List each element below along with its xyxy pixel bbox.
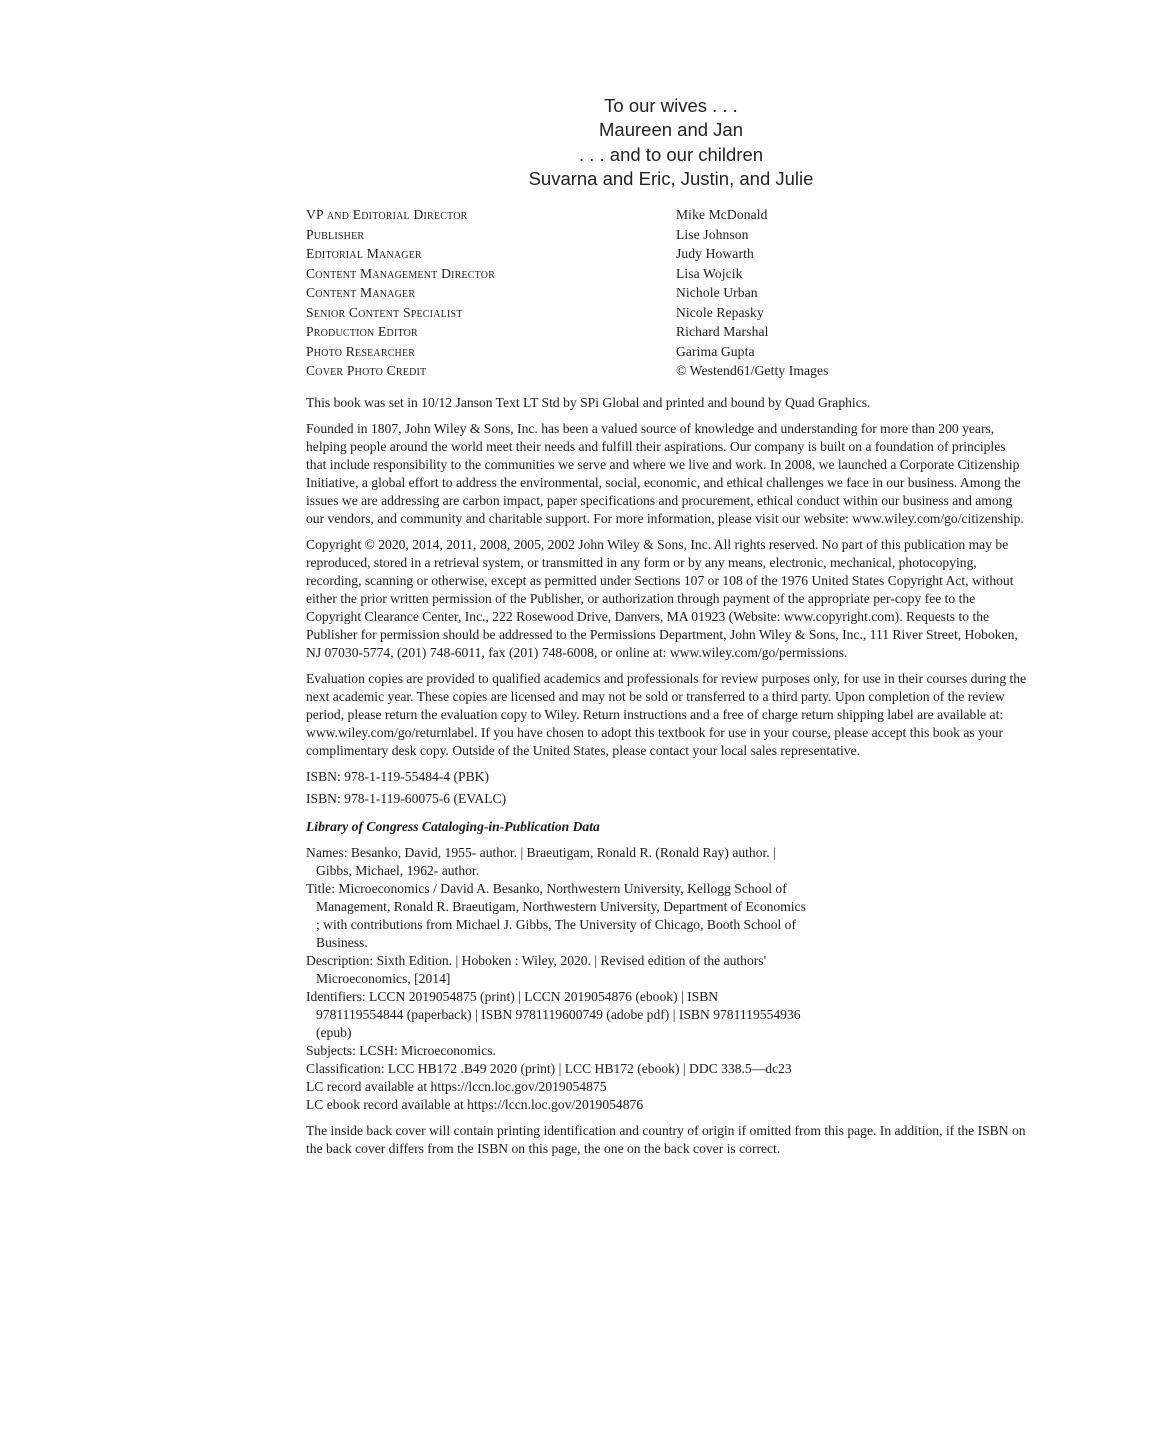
credit-row <box>306 343 866 363</box>
cip-names: Names: Besanko, David, 1955- author. | Braeutigam, Ronald R. (Ronald Ray) author. | Gibbs, Michael, 1962- author. <box>306 844 776 878</box>
cip-identifiers: Identifiers: LCCN 2019054875 (print) | LCCN 2019054876 (ebook) | ISBN 9781119554844 (paperback) | ISBN 9781119600749 (adobe pdf) | ISBN 9781119554936 (epub) <box>306 988 801 1040</box>
cip-description: Description: Sixth Edition. | Hoboken : Wiley, 2020. | Revised edition of the authors' Microeconomics, [2014] <box>306 952 767 986</box>
credit-role: Cover Photo Credit <box>306 363 427 378</box>
credit-name: Richard Marshal <box>676 324 769 339</box>
credit-name: Nichole Urban <box>676 285 758 300</box>
credits-table <box>306 206 866 382</box>
dedication-line: To our wives . . . <box>604 95 738 116</box>
cip-classification: Classification: LCC HB172 .B49 2020 (print) | LCC HB172 (ebook) | DDC 338.5—dc23 <box>306 1060 792 1076</box>
lc-record: LC record available at https://lccn.loc.gov/2019054875 <box>306 1078 607 1094</box>
evaluation-paragraph: Evaluation copies are provided to qualified academics and professionals for review purposes only, for use in their courses during the next academic year. These copies are licensed and may not be sold or transferred to a third party. Upon completion of the review period, please return the evaluation copy to Wiley. Return instructions and a free of charge return shipping label are available at: www.wiley.com/go/returnlabel. If you have chosen to adopt this textbook for use in your course, please accept this book as your complimentary desk copy. Outside of the United States, please contact your local sales representative. <box>306 670 1027 758</box>
credit-name: Judy Howarth <box>676 246 754 261</box>
credit-row <box>306 245 866 265</box>
cip-subjects: Subjects: LCSH: Microeconomics. <box>306 1042 496 1058</box>
dedication-line: Maureen and Jan <box>599 119 743 141</box>
typeset-note: This book was set in 10/12 Janson Text LT Std by SPi Global and printed and bound by Quad Graphics. <box>306 394 871 410</box>
credit-role: Photo Researcher <box>306 343 416 359</box>
credit-row <box>306 226 866 246</box>
credit-row <box>306 323 866 343</box>
copyright-page-content <box>306 206 1028 1166</box>
credit-row <box>306 362 866 382</box>
credit-name: Lise Johnson <box>676 226 749 242</box>
dedication <box>460 94 882 191</box>
credit-name: Nicole Repasky <box>676 304 764 320</box>
credit-name: Mike McDonald <box>676 207 768 222</box>
credit-name: Lisa Wojcik <box>676 265 743 281</box>
cip-data <box>306 844 806 1114</box>
credit-row <box>306 304 866 324</box>
credit-role: Senior Content Specialist <box>306 304 463 320</box>
credit-row <box>306 206 866 226</box>
copyright-paragraph: Copyright © 2020, 2014, 2011, 2008, 2005, 2002 John Wiley & Sons, Inc. All rights reserved. No part of this publication may be reproduced, stored in a retrieval system, or transmitted in any form or by any means, electronic, mechanical, photocopying, recording, scanning or otherwise, except as permitted under Sections 107 or 108 of the 1976 United States Copyright Act, without either the prior written permission of the Publisher, or authorization through payment of the appropriate per-copy fee to the Copyright Clearance Center, Inc., 222 Rosewood Drive, Danvers, MA 01923 (Website: www.copyright.com). Requests to the Publisher for permission should be addressed to the Permissions Department, John Wiley & Sons, Inc., 111 River Street, Hoboken, NJ 07030-5774, (201) 748-6011, fax (201) 748-6008, or online at: www.wiley.com/go/permissions. <box>306 536 1018 660</box>
credit-role: Editorial Manager <box>306 246 422 261</box>
credit-role: Content Manager <box>306 285 416 300</box>
credit-name: Garima Gupta <box>676 343 755 359</box>
cip-title-entry: Title: Microeconomics / David A. Besanko, Northwestern University, Kellogg School of Management, Ronald R. Braeutigam, Northwestern University, Department of Economics ; with contributions from Michael J. Gibbs, The University of Chicago, Booth School of Business. <box>306 880 806 950</box>
credit-role: Publisher <box>306 226 365 242</box>
isbn-evalc: ISBN: 978-1-119-60075-6 (EVALC) <box>306 790 507 806</box>
credit-row <box>306 284 866 304</box>
credit-role: Production Editor <box>306 324 418 339</box>
back-cover-note: The inside back cover will contain printing identification and country of origin if omitted from this page. In addition, if the ISBN on the back cover differs from the ISBN on this page, the one on the back cover is correct. <box>306 1122 1026 1156</box>
isbn-pbk: ISBN: 978-1-119-55484-4 (PBK) <box>306 768 490 784</box>
lc-ebook-record: LC ebook record available at https://lccn.loc.gov/2019054876 <box>306 1096 644 1112</box>
dedication-line: Suvarna and Eric, Justin, and Julie <box>528 167 814 189</box>
founded-paragraph: Founded in 1807, John Wiley & Sons, Inc. has been a valued source of knowledge and understanding for more than 200 years, helping people around the world meet their needs and fulfill their aspirations. Our company is built on a foundation of principles that include responsibility to the communities we serve and where we live and work. In 2008, we launched a Corporate Citizenship Initiative, a global effort to address the environmental, social, economic, and ethical challenges we face in our business. Among the issues we are addressing are carbon impact, paper specifications and procurement, ethical conduct within our business and among our vendors, and community and charitable support. For more information, please visit our website: www.wiley.com/go/citizenship. <box>306 420 1024 526</box>
credit-role: VP and Editorial Director <box>306 207 468 222</box>
credit-name: © Westend61/Getty Images <box>676 363 829 378</box>
dedication-line: . . . and to our children <box>578 143 764 165</box>
credit-role: Content Management Director <box>306 265 496 281</box>
credit-row <box>306 265 866 285</box>
cip-title: Library of Congress Cataloging-in-Publication Data <box>306 818 600 834</box>
